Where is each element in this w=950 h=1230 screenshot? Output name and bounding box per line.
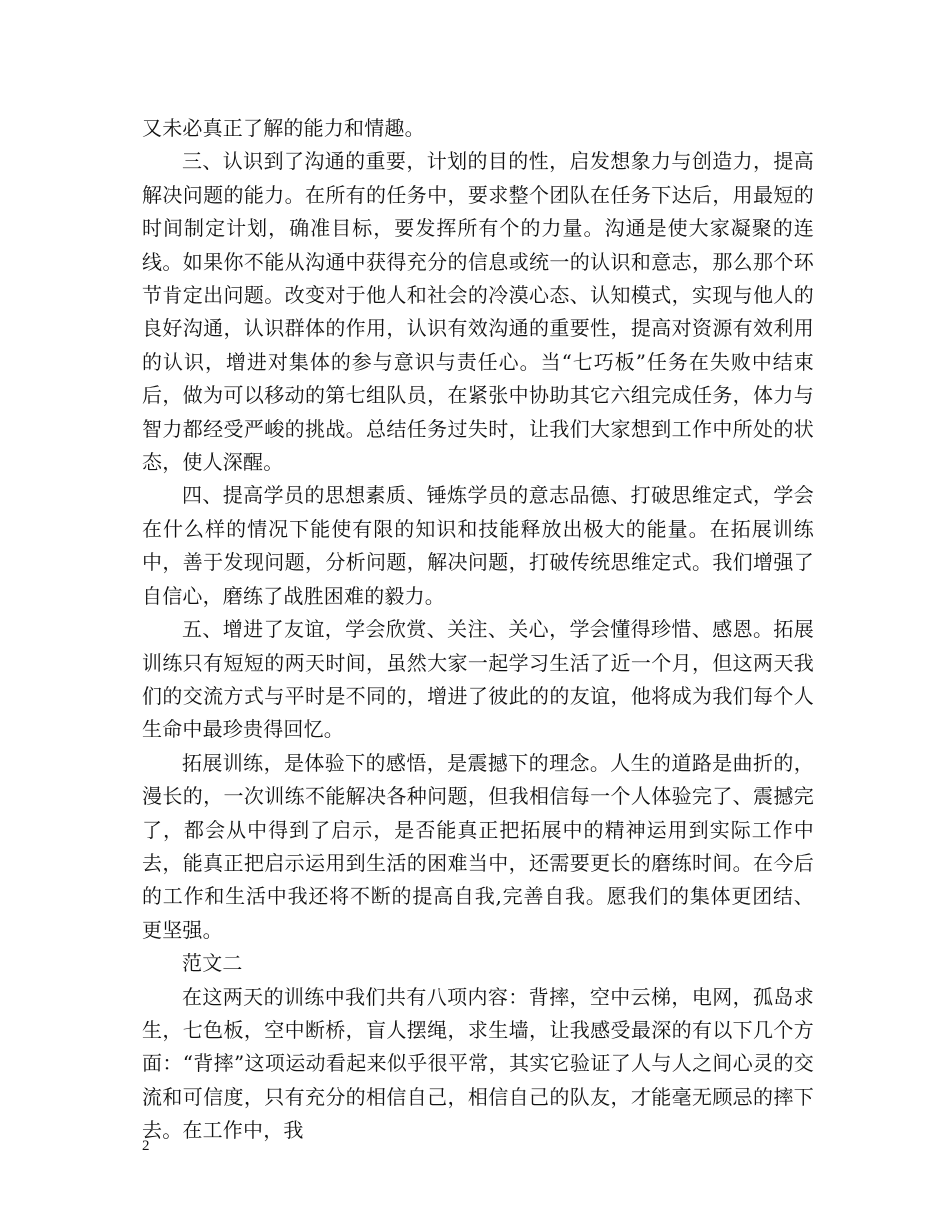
- paragraph-4: 五、增进了友谊，学会欣赏、关注、关心，学会懂得珍惜、感恩。拓展训练只有短短的两天时间，虽然大家一起学习生活了近一个月，但这两天我们的交流方式与平时是不同的，增进了彼此的的友谊，他将成为我们每个人生命中最珍贵得回忆。: [142, 617, 814, 742]
- paragraph-3: 四、提高学员的思想素质、锤炼学员的意志品德、打破思维定式，学会在什么样的情况下能使有限的知识和技能释放出极大的能量。在拓展训练中，善于发现问题，分析问题，解决问题，打破传统思维定式。我们增强了自信心，磨练了战胜困难的毅力。: [142, 483, 814, 608]
- paragraph-5: 拓展训练，是体验下的感悟，是震撼下的理念。人生的道路是曲折的，漫长的，一次训练不能解决各种问题，但我相信每一个人体验完了、震撼完了，都会从中得到了启示，是否能真正把拓展中的精神运用到实际工作中去，能真正把启示运用到生活的困难当中，还需要更长的磨练时间。在今后的工作和生活中我还将不断的提高自我,完善自我。愿我们的集体更团结、更坚强。: [142, 750, 814, 942]
- paragraph-1: 又未必真正了解的能力和情趣。: [142, 116, 425, 140]
- section-heading: 范文二: [182, 951, 243, 976]
- page-number: 2: [142, 1138, 150, 1154]
- document-body: [142, 112, 814, 1148]
- paragraph-2: 三、认识到了沟通的重要，计划的目的性，启发想象力与创造力，提高解决问题的能力。在所有的任务中，要求整个团队在任务下达后，用最短的时间制定计划，确准目标，要发挥所有个的力量。沟通是使大家凝聚的连线。如果你不能从沟通中获得充分的信息或统一的认识和意志，那么那个环节肯定出问题。改变对于他人和社会的冷漠心态、认知模式，实现与他人的良好沟通，认识群体的作用，认识有效沟通的重要性，提高对资源有效利用的认识，增进对集体的参与意识与责任心。当“七巧板”任务在失败中结束后，做为可以移动的第七组队员，在紧张中协助其它六组完成任务，体力与智力都经受严峻的挑战。总结任务过失时，让我们大家想到工作中所处的状态，使人深醒。: [142, 149, 814, 475]
- paragraph-6: 在这两天的训练中我们共有八项内容：背摔，空中云梯，电网，孤岛求生，七色板，空中断桥，盲人摆绳，求生墙，让我感受最深的有以下几个方面：“背摔”这项运动看起来似乎很平常，其实它验证了人与人之间心灵的交流和可信度，只有充分的相信自己，相信自己的队友，才能毫无顾忌的摔下去。在工作中，我: [142, 984, 814, 1143]
